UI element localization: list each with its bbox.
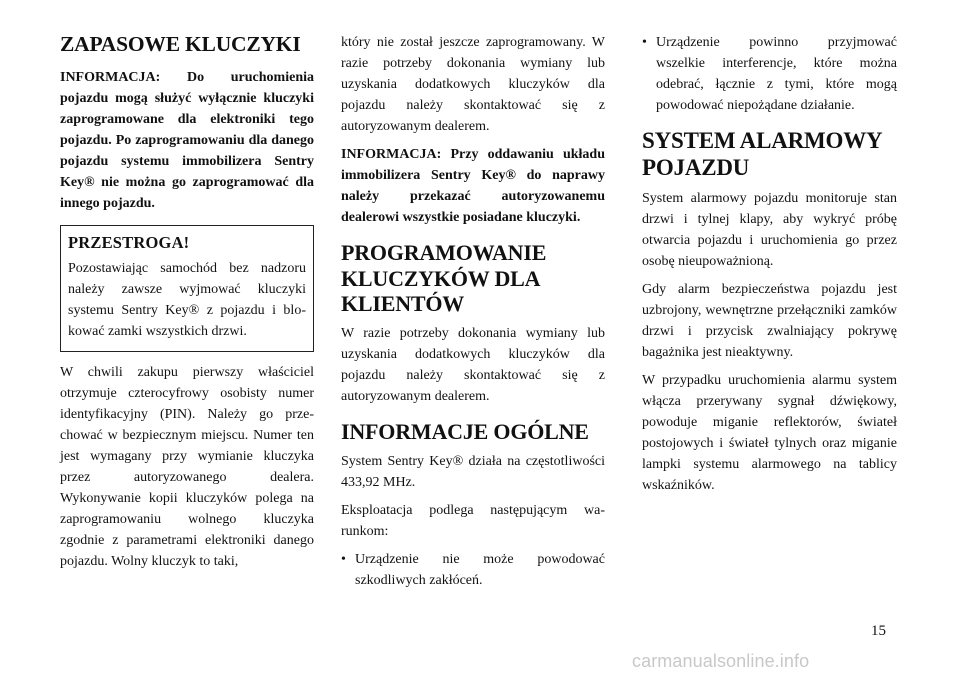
list-item: • Urządzenie nie może powodować szkodliwych zakłóceń. (341, 549, 605, 591)
body-paragraph: Gdy alarm bezpieczeństwa pojazdu jest uzbrojony, wewnętrzne przełączniki zamków drzwi i przycisk zwalniający pokrywę bagażnika jest nieaktywny. (642, 281, 897, 360)
column-right (642, 32, 897, 503)
continuation-paragraph: który nie został jeszcze zaprogramowany. W razie potrzeby dokonania wymiany lub uzyskania dodatkowych kluczyków dla pojazdu należy skontaktować się z autoryzowanym dealerem. (341, 35, 605, 134)
list-item: • Urządzenie powinno przyjmować wszelkie interferencje, które można odebrać, łącznie z tymi, które mogą powodować niepożądane działanie. (642, 32, 897, 116)
conditions-list (642, 32, 897, 116)
section-title-spare-keys: ZAPASOWE KLUCZYKI (60, 32, 301, 56)
note-paragraph: INFORMACJA: Przy oddawaniu układu immobilizera Sentry Key® do naprawy należy przekazać autoryzowanemu dealerowi wszystkie posiadane kluczyki. (341, 147, 605, 225)
body-paragraph: W razie potrzeby dokonania wymiany lub uzyskania dodatkowych kluczyków dla pojazdu należy skontaktować się z autoryzowanym dealerem. (341, 326, 605, 405)
body-paragraph: W przypadku uruchomienia alarmu system włącza przerywany sygnał dźwiękowy, powoduje miganie reflektorów, świateł postojowych i świateł tylnych oraz miganie lampki systemu alarmowego na tablicy wskaźników. (642, 372, 897, 493)
conditions-list (341, 549, 605, 591)
column-left (60, 32, 314, 579)
body-paragraph: System Sentry Key® działa na częstotliwości 433,92 MHz. (341, 453, 605, 490)
watermark-text: carmanualsonline.info (632, 651, 810, 671)
note-paragraph: INFORMACJA: Do uruchomienia pojazdu mogą służyć wyłącznie kluczyki zaprogramowane dla elektroniki tego pojazdu. Po zaprogramowaniu dla danego pojazdu systemu immobilizera Sentry Key® nie można go zaprogramować dla innego pojazdu. (60, 70, 314, 212)
warning-title: PRZESTROGA! (68, 233, 190, 253)
section-heading-alarm-system: SYSTEM ALARMOWY POJAZDU (642, 128, 882, 180)
warning-text: Pozostawiając samochód bez nadzoru należy zawsze wyjmować kluczyki systemu Sentry Key® z pojazdu i blokować zamki wszystkich drzwi. (68, 261, 306, 340)
warning-box (60, 225, 314, 352)
body-paragraph: W chwili zakupu pierwszy właściciel otrzymuje czterocyfrowy osobisty numer identyfikacyjny (PIN). Należy go przechować w bezpiecznym miejscu. Numer ten jest wymagany przy wymianie kluczyka przez autoryzowanego dealera. Wykonywanie kopii kluczyków polega na zaprogramowaniu wolnego kluczyka zgodnie z parametrami elektroniki danego pojazdu. Wolny kluczyk to taki, (60, 365, 314, 570)
page-number: 15 (871, 623, 886, 639)
body-paragraph: System alarmowy pojazdu monitoruje stan drzwi i tylnej klapy, aby wykryć próbę otwarcia pojazdu i uruchomienia go przez osobę nieupoważnioną. (642, 190, 897, 269)
column-middle (341, 32, 605, 598)
section-heading-key-programming: PROGRAMOWANIE KLUCZYKÓW DLA KLIENTÓW (341, 240, 547, 317)
section-heading-general-info: INFORMACJE OGÓLNE (341, 419, 589, 445)
body-paragraph: Eksploatacja podlega następującym warunkom: (341, 502, 605, 539)
